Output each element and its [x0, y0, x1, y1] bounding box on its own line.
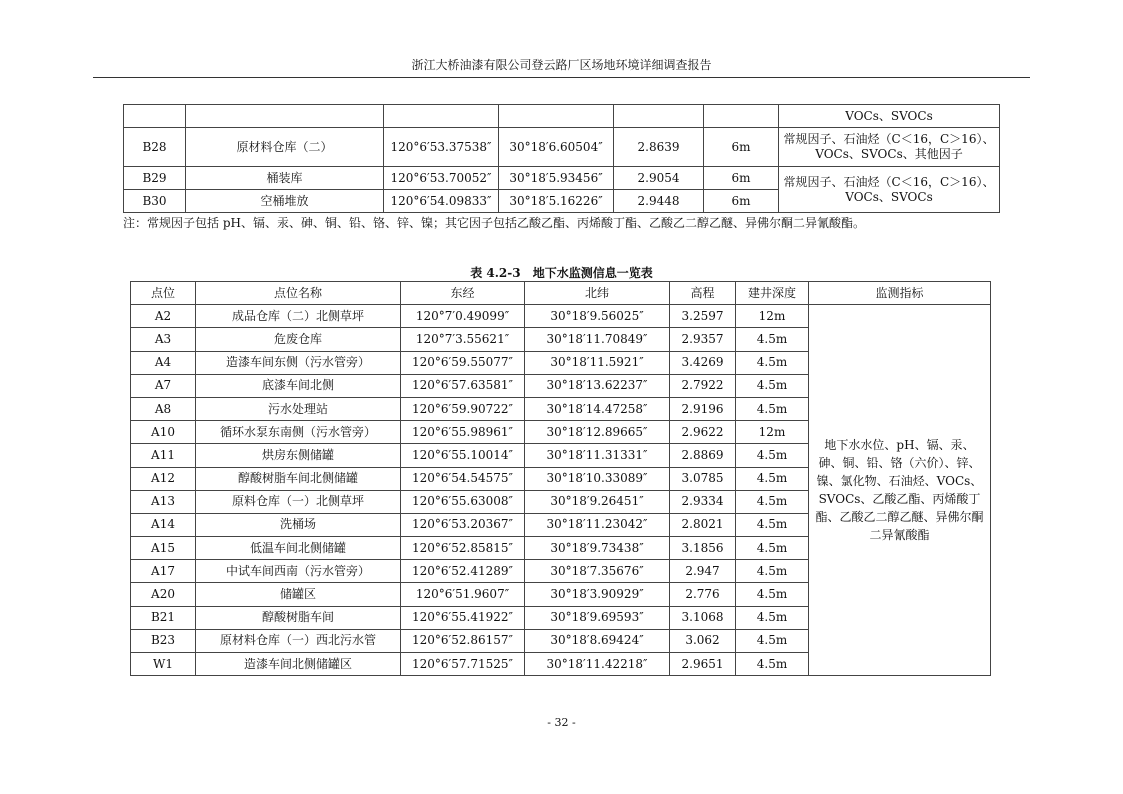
longitude-cell: 120°6′53.37538″ [384, 128, 499, 167]
point-name-cell: 原料仓库（一）北侧草坪 [196, 490, 401, 513]
longitude-cell: 120°6′54.09833″ [384, 190, 499, 213]
column-header: 点位名称 [196, 282, 401, 305]
point-name-cell: 中试车间西南（污水管旁） [196, 560, 401, 583]
indicator-cell: 常规因子、石油烃（C＜16，C＞16）、VOCs、SVOCs、其他因子 [779, 128, 1000, 167]
latitude-cell: 30°18′9.73438″ [525, 537, 670, 560]
latitude-cell: 30°18′5.16226″ [499, 190, 614, 213]
point-id-cell: A4 [131, 351, 196, 374]
depth-cell: 6m [704, 167, 779, 190]
longitude-cell: 120°6′59.90722″ [401, 397, 525, 420]
table-caption [0, 264, 1123, 281]
point-id-cell: B30 [124, 190, 186, 213]
point-name-cell: 桶装库 [186, 167, 384, 190]
table-row [124, 105, 1000, 128]
longitude-cell: 120°6′55.98961″ [401, 421, 525, 444]
point-name-cell: 污水处理站 [196, 397, 401, 420]
point-id-cell: A17 [131, 560, 196, 583]
latitude-cell: 30°18′7.35676″ [525, 560, 670, 583]
latitude-cell: 30°18′11.42218″ [525, 653, 670, 676]
elevation-cell: 2.9054 [614, 167, 704, 190]
point-id-cell: B29 [124, 167, 186, 190]
point-name-cell: 循环水泵东南侧（污水管旁） [196, 421, 401, 444]
table-cell [704, 105, 779, 128]
point-id-cell: A11 [131, 444, 196, 467]
elevation-cell: 2.9357 [670, 328, 736, 351]
latitude-cell: 30°18′11.5921″ [525, 351, 670, 374]
column-header: 点位 [131, 282, 196, 305]
table-row [131, 305, 991, 328]
depth-cell: 6m [704, 190, 779, 213]
point-name-cell: 原材料仓库（一）西北污水管 [196, 629, 401, 652]
column-header: 北纬 [525, 282, 670, 305]
elevation-cell: 2.7922 [670, 374, 736, 397]
indicator-cell: VOCs、SVOCs [779, 105, 1000, 128]
elevation-cell: 2.8639 [614, 128, 704, 167]
point-id-cell: A14 [131, 513, 196, 536]
table-cell [499, 105, 614, 128]
table-cell [384, 105, 499, 128]
elevation-cell: 3.0785 [670, 467, 736, 490]
point-id-cell: A12 [131, 467, 196, 490]
depth-cell: 4.5m [736, 537, 809, 560]
monitoring-indicators-cell: 地下水水位、pH、镉、汞、砷、铜、铅、铬（六价）、锌、镍、氯化物、石油烃、VOCs、SVOCs、乙酸乙酯、丙烯酸丁酯、乙酸乙二醇乙醚、异佛尔酮二异氰酸酯 [809, 305, 991, 676]
soil-monitoring-table-continued [123, 104, 1000, 213]
table-row [124, 128, 1000, 167]
latitude-cell: 30°18′11.23042″ [525, 513, 670, 536]
table-cell [186, 105, 384, 128]
latitude-cell: 30°18′6.60504″ [499, 128, 614, 167]
page-number: - 32 - [547, 716, 576, 729]
elevation-cell: 2.8869 [670, 444, 736, 467]
depth-cell: 4.5m [736, 653, 809, 676]
table-note: 注：常规因子包括 pH、镉、汞、砷、铜、铅、铬、锌、镍；其它因子包括乙酸乙酯、丙烯酸丁酯、乙酸乙二醇乙醚、异佛尔酮二异氰酸酯。 [123, 216, 865, 230]
point-id-cell: A13 [131, 490, 196, 513]
longitude-cell: 120°6′59.55077″ [401, 351, 525, 374]
point-name-cell: 空桶堆放 [186, 190, 384, 213]
elevation-cell: 2.9622 [670, 421, 736, 444]
column-header: 东经 [401, 282, 525, 305]
point-id-cell: A3 [131, 328, 196, 351]
point-id-cell: B28 [124, 128, 186, 167]
longitude-cell: 120°6′57.71525″ [401, 653, 525, 676]
depth-cell: 6m [704, 128, 779, 167]
longitude-cell: 120°6′54.54575″ [401, 467, 525, 490]
longitude-cell: 120°6′52.85815″ [401, 537, 525, 560]
latitude-cell: 30°18′9.69593″ [525, 606, 670, 629]
point-id-cell: A7 [131, 374, 196, 397]
column-header: 建井深度 [736, 282, 809, 305]
point-name-cell: 底漆车间北侧 [196, 374, 401, 397]
latitude-cell: 30°18′14.47258″ [525, 397, 670, 420]
point-id-cell: A8 [131, 397, 196, 420]
depth-cell: 4.5m [736, 560, 809, 583]
point-name-cell: 原材料仓库（二） [186, 128, 384, 167]
depth-cell: 4.5m [736, 328, 809, 351]
longitude-cell: 120°6′55.41922″ [401, 606, 525, 629]
point-name-cell: 造漆车间东侧（污水管旁） [196, 351, 401, 374]
longitude-cell: 120°7′0.49099″ [401, 305, 525, 328]
longitude-cell: 120°6′52.41289″ [401, 560, 525, 583]
depth-cell: 4.5m [736, 374, 809, 397]
point-name-cell: 储罐区 [196, 583, 401, 606]
column-header: 高程 [670, 282, 736, 305]
groundwater-monitoring-table [130, 281, 991, 676]
latitude-cell: 30°18′8.69424″ [525, 629, 670, 652]
latitude-cell: 30°18′13.62237″ [525, 374, 670, 397]
depth-cell: 4.5m [736, 583, 809, 606]
longitude-cell: 120°6′53.20367″ [401, 513, 525, 536]
elevation-cell: 2.947 [670, 560, 736, 583]
depth-cell: 4.5m [736, 467, 809, 490]
elevation-cell: 3.2597 [670, 305, 736, 328]
point-name-cell: 洗桶场 [196, 513, 401, 536]
point-name-cell: 造漆车间北侧储罐区 [196, 653, 401, 676]
longitude-cell: 120°6′51.9607″ [401, 583, 525, 606]
point-id-cell: A10 [131, 421, 196, 444]
elevation-cell: 3.062 [670, 629, 736, 652]
latitude-cell: 30°18′11.31331″ [525, 444, 670, 467]
point-name-cell: 醇酸树脂车间北侧储罐 [196, 467, 401, 490]
elevation-cell: 3.1068 [670, 606, 736, 629]
longitude-cell: 120°6′57.63581″ [401, 374, 525, 397]
caption-title: 地下水监测信息一览表 [532, 266, 653, 280]
merged-indicator-cell: 常规因子、石油烃（C＜16，C＞16）、VOCs、SVOCs [779, 167, 1000, 213]
latitude-cell: 30°18′11.70849″ [525, 328, 670, 351]
latitude-cell: 30°18′9.56025″ [525, 305, 670, 328]
column-header: 监测指标 [809, 282, 991, 305]
table-cell [124, 105, 186, 128]
depth-cell: 4.5m [736, 490, 809, 513]
latitude-cell: 30°18′12.89665″ [525, 421, 670, 444]
longitude-cell: 120°7′3.55621″ [401, 328, 525, 351]
longitude-cell: 120°6′55.10014″ [401, 444, 525, 467]
point-name-cell: 醇酸树脂车间 [196, 606, 401, 629]
elevation-cell: 2.9448 [614, 190, 704, 213]
depth-cell: 4.5m [736, 513, 809, 536]
point-name-cell: 烘房东侧储罐 [196, 444, 401, 467]
caption-number: 表 4.2-3 [470, 266, 521, 280]
point-name-cell: 低温车间北侧储罐 [196, 537, 401, 560]
table-row [124, 167, 1000, 190]
header-rule [93, 77, 1030, 78]
latitude-cell: 30°18′9.26451″ [525, 490, 670, 513]
longitude-cell: 120°6′55.63008″ [401, 490, 525, 513]
latitude-cell: 30°18′10.33089″ [525, 467, 670, 490]
table-header-row [131, 282, 991, 305]
elevation-cell: 2.9651 [670, 653, 736, 676]
point-id-cell: A15 [131, 537, 196, 560]
elevation-cell: 2.776 [670, 583, 736, 606]
point-id-cell: B21 [131, 606, 196, 629]
point-id-cell: A20 [131, 583, 196, 606]
point-name-cell: 危废仓库 [196, 328, 401, 351]
point-id-cell: A2 [131, 305, 196, 328]
longitude-cell: 120°6′52.86157″ [401, 629, 525, 652]
depth-cell: 4.5m [736, 629, 809, 652]
page-header-title: 浙江大桥油漆有限公司登云路厂区场地环境详细调查报告 [411, 58, 712, 72]
elevation-cell: 3.1856 [670, 537, 736, 560]
point-name-cell: 成品仓库（二）北侧草坪 [196, 305, 401, 328]
longitude-cell: 120°6′53.70052″ [384, 167, 499, 190]
elevation-cell: 2.9196 [670, 397, 736, 420]
elevation-cell: 3.4269 [670, 351, 736, 374]
depth-cell: 12m [736, 421, 809, 444]
depth-cell: 12m [736, 305, 809, 328]
depth-cell: 4.5m [736, 606, 809, 629]
point-id-cell: B23 [131, 629, 196, 652]
elevation-cell: 2.9334 [670, 490, 736, 513]
point-id-cell: W1 [131, 653, 196, 676]
depth-cell: 4.5m [736, 351, 809, 374]
depth-cell: 4.5m [736, 444, 809, 467]
depth-cell: 4.5m [736, 397, 809, 420]
latitude-cell: 30°18′5.93456″ [499, 167, 614, 190]
elevation-cell: 2.8021 [670, 513, 736, 536]
table-cell [614, 105, 704, 128]
latitude-cell: 30°18′3.90929″ [525, 583, 670, 606]
